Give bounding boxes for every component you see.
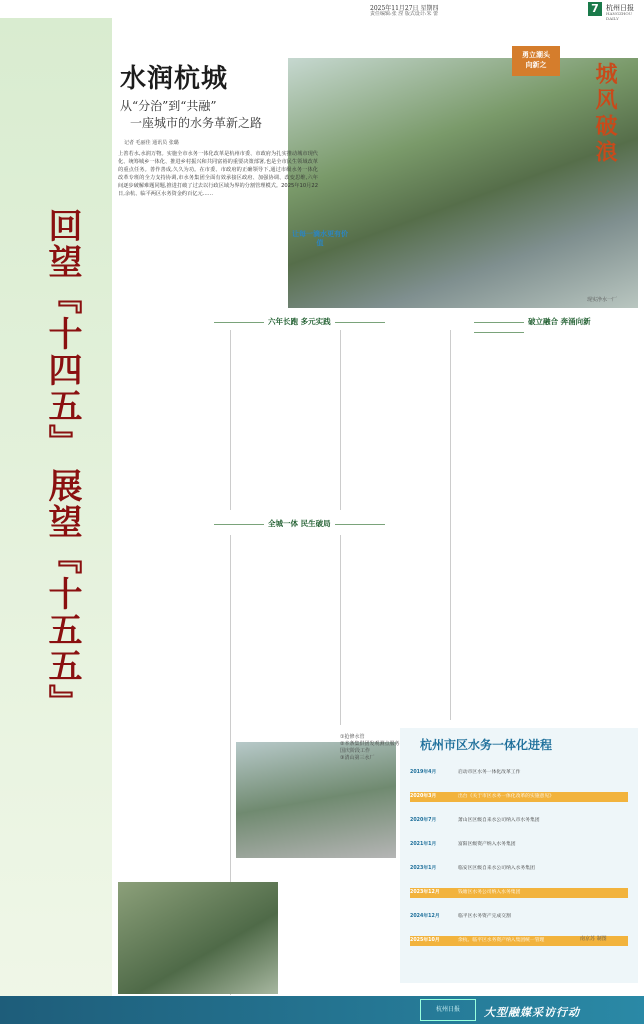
timeline-year: 2020年3月	[410, 794, 437, 799]
intro-paragraph: 上善若水,水润万物。实施全市水务一体化改革是杭州市委、市政府为扎实推动城市现代化、统筹城乡一体化、推进乡村振兴和共同富裕的重要决策部署,也是全市民生领域改革的重点任务。善作善成,久久为功。在市委、市政府的正确领导下,通过市级水务一体化改革专班的全力支持协调,市水务集团全面有效承接区政府、加强协调、改变思维,六年间逐步破解难题同题,推进打破了过去以行政区域为界的分割管理模式。2025年10月22日,余杭、临平两区水务资金约百亿元……	[118, 151, 318, 197]
timeline-year: 2024年12月	[410, 914, 440, 919]
timeline-year: 2019年4月	[410, 770, 437, 775]
timeline-text: 钱塘区水务公司纳入水务集团	[458, 890, 521, 895]
hero-caption: 现实净水一厂	[587, 297, 618, 303]
kicker-badge	[512, 46, 560, 76]
timeline-text: 临安区区级自来水公司纳入水务集团	[458, 866, 535, 871]
section-heading-3: 破立融合 奔涌向新	[470, 316, 644, 336]
kicker-line-2: 向新之	[525, 61, 547, 69]
timeline-row	[410, 912, 628, 922]
page-header	[0, 0, 644, 21]
timeline-text: 启动市区水务一体化改革工作	[458, 770, 521, 775]
timeline-row	[410, 864, 628, 874]
timeline-year: 2025年10月	[410, 938, 440, 943]
timeline-row	[410, 816, 628, 826]
article-subtitle-1: 从“分治”到“共融”	[120, 99, 217, 113]
paper-name-en: HANGZHOU DAILY	[606, 11, 632, 21]
caption-2: ②本条集供团发观测点服务国庆阶段工作	[340, 741, 400, 754]
page-number: 7	[588, 2, 602, 16]
left-banner	[0, 18, 112, 1024]
timeline-row	[410, 792, 628, 802]
caption-1: ①抢修水管	[340, 734, 365, 740]
caption-3: ③清山第三水厂	[340, 755, 375, 761]
timeline-text: 萧山区区级自来水公司纳入市水务集团	[458, 818, 540, 823]
timeline-text: 富阳区级资产纳入水务集团	[458, 842, 516, 847]
timeline-text: 临平区水务资产完成交割	[458, 914, 511, 919]
timeline-year: 2023年12月	[410, 890, 440, 895]
slogan: 让每一滴水更有价值	[292, 230, 348, 247]
issue-date: 2025年11月27日 星期四	[370, 5, 439, 12]
timeline-text: 余杭、临平区水务资产纳入集团统一管理	[458, 938, 545, 943]
timeline-row	[410, 840, 628, 850]
footer-logo: 杭州日报	[420, 999, 476, 1021]
article-subtitle-2: 一座城市的水务革新之路	[130, 116, 263, 130]
timeline-year: 2021年1月	[410, 842, 437, 847]
rescue-photo	[118, 882, 278, 994]
footer-slogan: 大型融媒采访行动	[484, 1006, 580, 1019]
timeline-row	[410, 768, 628, 778]
timeline-text: 出台《关于市区水务一体化改革的实施意见》	[458, 794, 554, 799]
kicker-line-1: 勇立潮头	[522, 51, 550, 59]
banner-line-2: 展望『十五五』	[42, 468, 82, 720]
paper-name: 杭州日报	[606, 4, 634, 12]
byline: 记者 毛丽佳 通讯员 张璐	[124, 140, 179, 146]
timeline-year: 2020年7月	[410, 818, 437, 823]
banner-line-1: 回望『十四五』	[42, 208, 82, 460]
graphic-credit: 南京苏 制图	[580, 936, 607, 942]
timeline-box	[400, 728, 638, 983]
article-title: 水润杭城	[120, 64, 229, 94]
side-heading: 城风破浪	[592, 62, 618, 166]
timeline-title: 杭州市区水务一体化进程	[420, 738, 553, 752]
editor-line: 责任编辑:张 滢 版式设计:朱 蕾	[370, 11, 439, 17]
section-heading-2: 全城一体 民生破局	[210, 518, 389, 529]
timeline-row	[410, 888, 628, 898]
timeline-year: 2023年1月	[410, 866, 437, 871]
page-footer	[0, 996, 644, 1024]
section-heading-1: 六年长跑 多元实践	[210, 316, 389, 327]
